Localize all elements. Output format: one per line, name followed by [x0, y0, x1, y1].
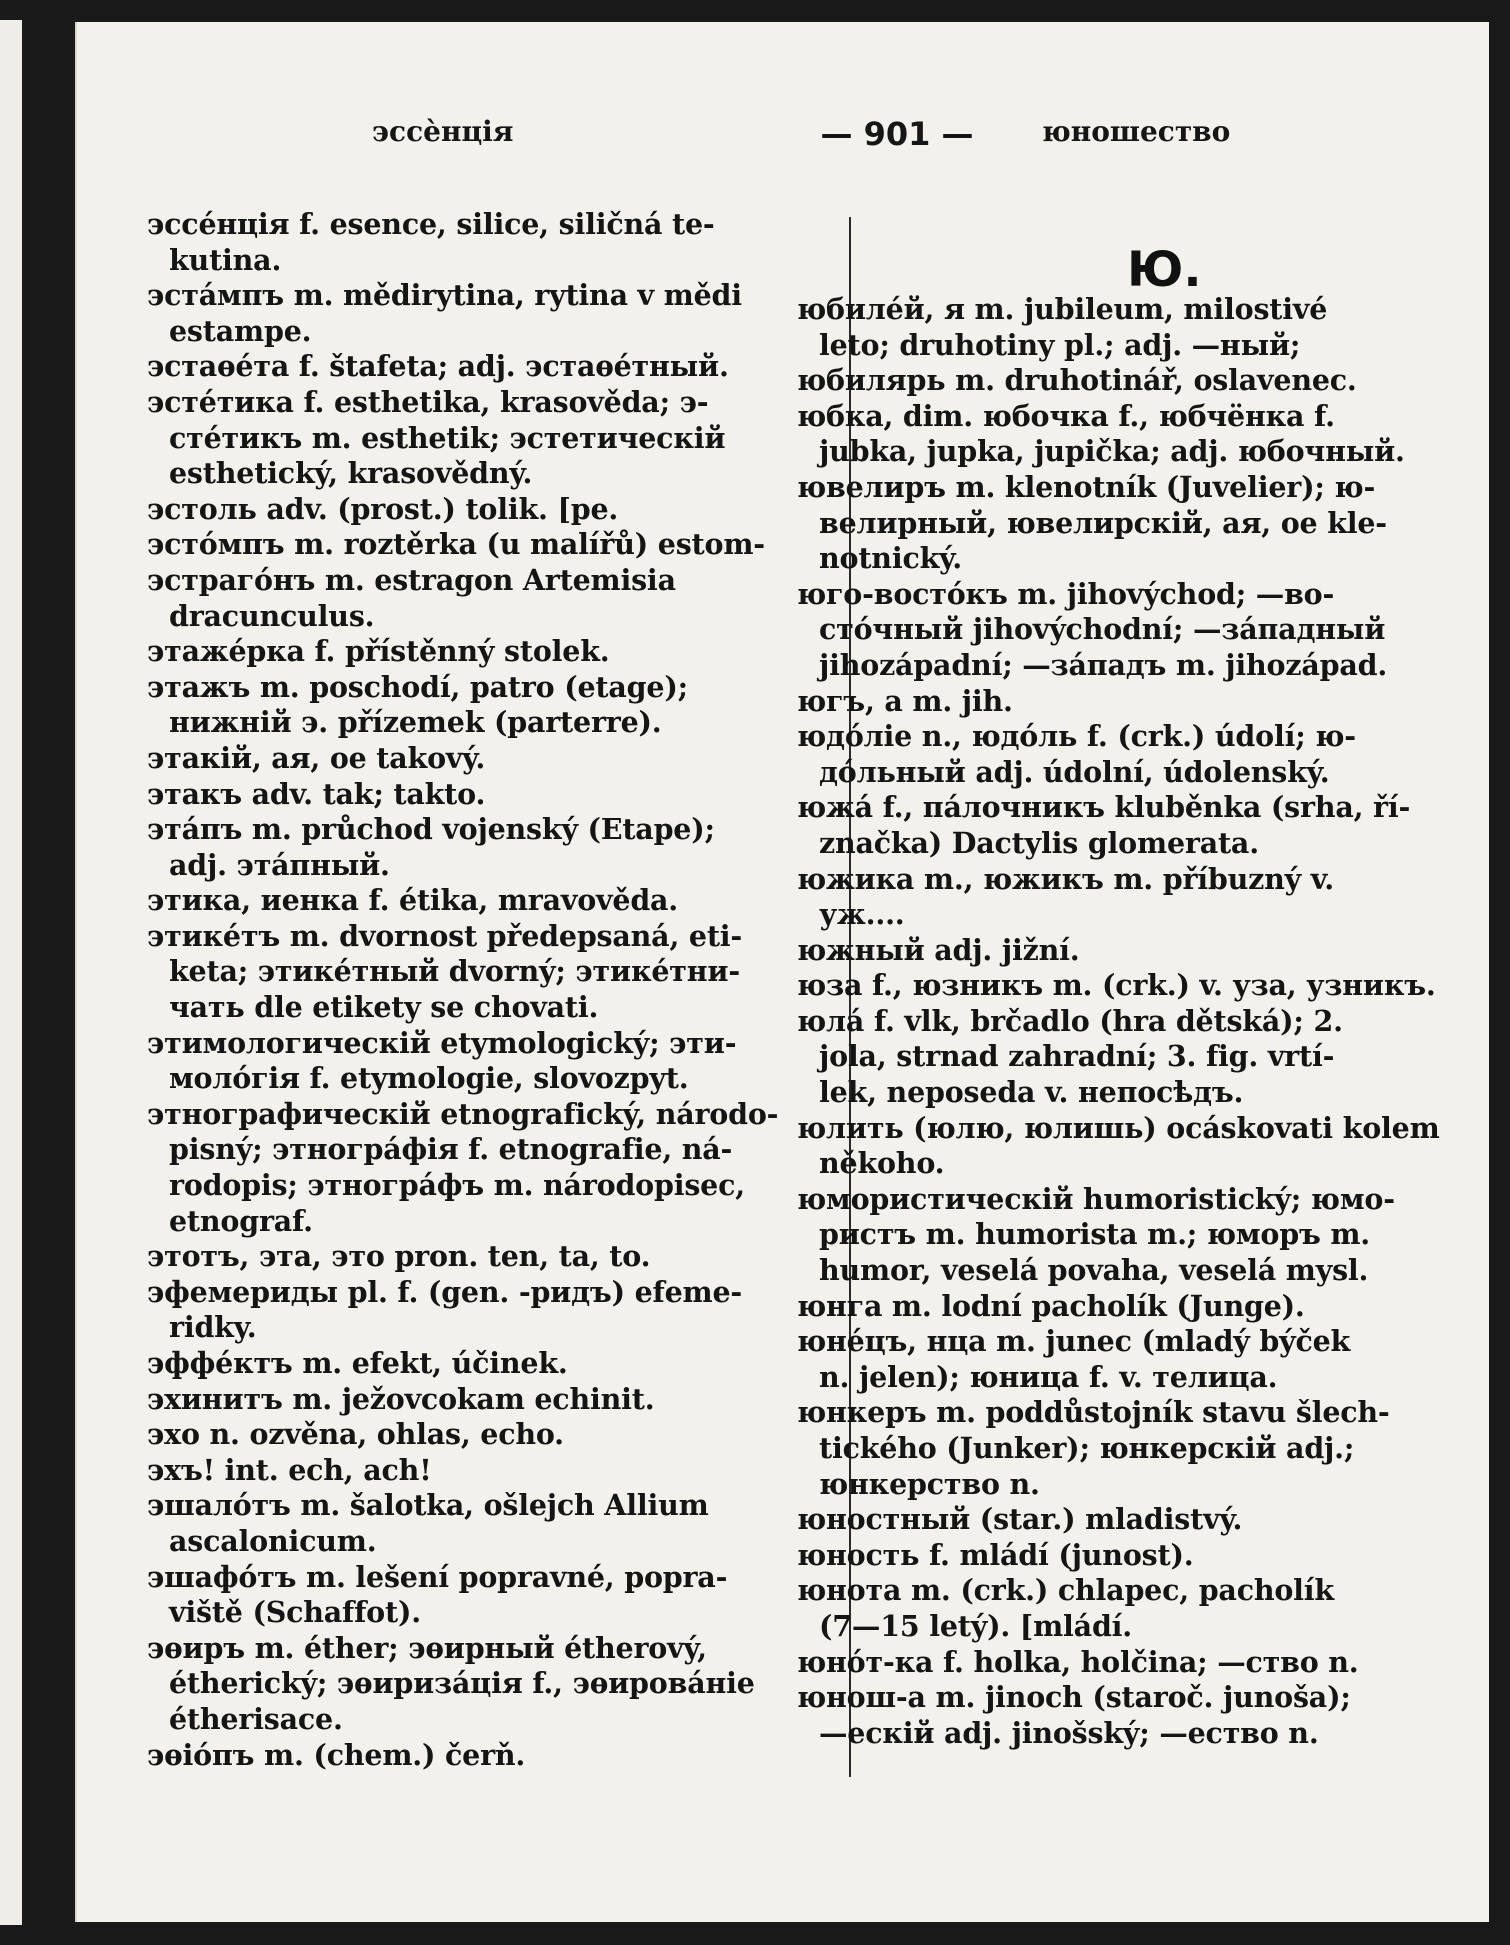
entry-line: эссéнція f. esence, silice, siličná te- [147, 207, 715, 241]
entry-line: юнéцъ, нца m. junec (mladý býček [797, 1324, 1351, 1359]
entry-line: ridky. [169, 1310, 257, 1345]
entry-line: značka) Dactylis glomerata. [819, 825, 1259, 860]
entry-line: эѳиръ m. éther; эѳирный étherový, [147, 1630, 707, 1665]
entry-line: rodopis; этногрáфъ m. národopisec, [169, 1168, 745, 1203]
entry-line: юдóліе n., юдóль f. (crk.) údolí; ю- [797, 719, 1356, 754]
dictionary-page [75, 22, 1489, 1922]
entry-line: этотъ, эта, это pron. ten, ta, to. [147, 1239, 651, 1274]
entry-line: юбка, dim. юбочка f., юбчёнка f. [797, 398, 1335, 433]
entry-line: notnický. [819, 541, 962, 576]
entry-line: estampe. [169, 313, 312, 348]
entry-line: ascalonicum. [169, 1523, 377, 1558]
entry-line: viště (Schaffot). [169, 1595, 421, 1630]
entry-line: —ескій adj. jinošský; —ество n. [819, 1715, 1319, 1750]
entry-line: jubka, jupka, jupička; adj. юбочный. [819, 434, 1405, 469]
entry-line: keta; этикéтный dvorný; этикéтни- [169, 954, 740, 989]
entry-line: дóльный adj. údolní, údolenský. [819, 754, 1330, 789]
entry-line: этимологическій etymologický; эти- [147, 1025, 737, 1060]
entry-line: юнóт-ка f. holka, holčina; —ство n. [797, 1644, 1359, 1679]
page-number: — 901 — [820, 115, 974, 153]
entry-line: юмористическій humoristický; юмо- [797, 1181, 1395, 1216]
entry-line: někoho. [819, 1146, 945, 1181]
entry-line: юлить (юлю, юлишь) ocáskovati kolem [797, 1110, 1440, 1145]
entry-line: эстéтика f. esthetika, krasověda; э- [147, 384, 709, 419]
entry-line: эстóмпъ m. roztěrka (u malířů) estom- [147, 527, 765, 562]
entry-line: эстаѳéта f. štafeta; adj. эстаѳéтный. [147, 349, 729, 384]
entry-line: jola, strnad zahradní; 3. fig. vrtí- [819, 1039, 1335, 1074]
right-column [797, 292, 1477, 1751]
entry-line: этáпъ m. průchod vojenský (Etape); [147, 812, 715, 847]
entry-line: ювелиръ m. klenotník (Juvelier); ю- [797, 469, 1376, 504]
entry-line: lek, neposeda v. непосѣдъ. [819, 1075, 1244, 1110]
entry-line: юность f. mládí (junost). [797, 1537, 1194, 1572]
entry-line: эстрагóнъ m. estragon Artemisia [147, 562, 676, 597]
entry-line: эшафóтъ m. lešení popravné, popra- [147, 1559, 728, 1594]
entry-line: южика m., южикъ m. příbuzný v. [797, 861, 1334, 896]
entry-line: стéтикъ m. esthetik; эстетическій [169, 420, 726, 455]
entry-line: pisný; этногрáфія f. etnografie, ná- [169, 1132, 733, 1167]
entry-line: молóгія f. etymologie, slovozpyt. [169, 1061, 689, 1096]
entry-line: эффéктъ m. efekt, účinek. [147, 1346, 568, 1380]
page-header [77, 115, 1489, 157]
entry-line: leto; druhotiny pl.; adj. —ный; [819, 327, 1301, 362]
entry-line: эхъ! int. ech, ach! [147, 1452, 432, 1487]
entry-line: эхо n. ozvěna, ohlas, echo. [147, 1417, 564, 1452]
entry-line: этажéрка f. přístěnný stolek. [147, 634, 610, 669]
entry-line: этнографическій etnografický, národo- [147, 1096, 779, 1131]
entry-line: югъ, а m. jih. [797, 683, 1013, 718]
entry-line: юлá f. vlk, brčadlo (hra dětská); 2. [797, 1003, 1343, 1038]
entry-line: (7—15 letý). [mládí. [819, 1608, 1133, 1643]
entry-line: юнота m. (crk.) chlapec, pacholík [797, 1573, 1334, 1608]
entry-line: jihozápadní; —зáпадъ m. jihozápad. [819, 647, 1388, 682]
header-left-guideword: эссѐнція [372, 115, 514, 148]
previous-page-edge [0, 20, 22, 1925]
entry-line: нижній э. přízemek (parterre). [169, 705, 662, 740]
entry-line: эфемериды pl. f. (gen. -ридъ) efeme- [147, 1274, 743, 1309]
entry-line: dracunculus. [169, 598, 375, 633]
entry-line: юго-востóкъ m. jihovýchod; —во- [797, 576, 1335, 611]
entry-line: юбилярь m. druhotinář, oslavenec. [797, 363, 1357, 398]
entry-line: чать dle etikety se chovati. [169, 990, 599, 1025]
entry-line: эѳіóпъ m. (chem.) čerň. [147, 1737, 526, 1772]
entry-line: эхинитъ m. ježovcokam echinit. [147, 1381, 655, 1416]
left-column [147, 207, 817, 1773]
entry-line: tického (Junker); юнкерскій adj.; [819, 1431, 1355, 1465]
entry-line: эшалóтъ m. šalotka, ošlejch Allium [147, 1488, 709, 1523]
entry-line: étherický; эѳиризáція f., эѳировáніе [169, 1666, 755, 1701]
entry-line: стóчный jihovýchodní; —зáпадный [819, 612, 1386, 647]
entry-line: юнкерство n. [819, 1466, 1040, 1501]
entry-line: юза f., юзникъ m. (crk.) v. уза, узникъ. [797, 968, 1436, 1003]
entry-line: этакъ adv. tak; takto. [147, 776, 486, 811]
entry-line: юнкеръ m. poddůstojník stavu šlech- [797, 1395, 1390, 1430]
entry-line: kutina. [169, 242, 282, 277]
entry-line: étherisace. [169, 1701, 343, 1736]
entry-line: уж.... [819, 897, 905, 932]
entry-line: humor, veselá povaha, veselá mysl. [819, 1253, 1369, 1288]
entry-line: adj. этáпный. [169, 847, 390, 882]
entry-line: etnograf. [169, 1203, 313, 1238]
entry-line: южный adj. jižní. [797, 932, 1080, 967]
entry-line: эстáмпъ m. mědirytina, rytina v mědi [147, 278, 742, 313]
entry-line: этакій, ая, ое takový. [147, 740, 486, 775]
entry-line: южá f., пáлочникъ kluběnka (srha, ří- [797, 790, 1411, 825]
section-letter: Ю. [1127, 242, 1202, 298]
header-right-guideword: юношество [1042, 115, 1231, 148]
entry-line: юностный (star.) mladistvý. [797, 1502, 1243, 1537]
entry-line: ристъ m. humorista m.; юморъ m. [819, 1217, 1371, 1252]
entry-line: эстоль adv. (prost.) tolik. [pe. [147, 491, 619, 526]
entry-line: юнга m. lodní pacholík (Junge). [797, 1288, 1305, 1323]
entry-line: n. jelen); юница f. v. телица. [819, 1359, 1278, 1394]
entry-line: esthetický, krasovědný. [169, 456, 533, 491]
entry-line: этажъ m. poschodí, patro (etage); [147, 669, 688, 704]
entry-line: юнош-а m. jinoch (staroč. junoša); [797, 1680, 1351, 1715]
entry-line: юбилéй, я m. jubileum, milostivé [797, 292, 1328, 326]
entry-line: этикéтъ m. dvornost předepsaná, eti- [147, 918, 743, 953]
entry-line: велирный, ювелирскій, ая, ое kle- [819, 505, 1387, 540]
entry-line: этика, иенка f. étika, mravověda. [147, 883, 679, 918]
